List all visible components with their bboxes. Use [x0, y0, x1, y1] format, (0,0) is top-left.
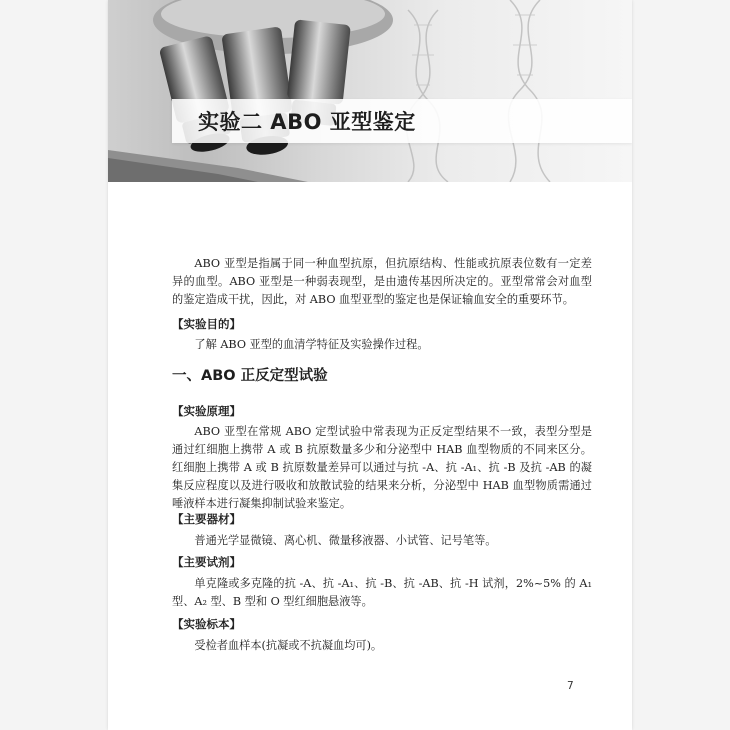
equipment-block [172, 532, 592, 550]
principle-label: 【实验原理】 [172, 404, 241, 418]
reagents-label: 【主要试剂】 [172, 555, 241, 569]
microscope-dna-illustration [108, 0, 632, 182]
equipment-label: 【主要器材】 [172, 512, 241, 526]
specimen-label: 【实验标本】 [172, 617, 241, 631]
principle-text: ABO 亚型在常规 ABO 定型试验中常表现为正反定型结果不一致，表型分型是通过红细胞上携带 A 或 B 抗原数量多少和分泌型中 HAB 血型物质的不同来区分。红细胞上携带 A 或 B 抗原数量差异可以通过与抗 -A、抗 -A₁、抗 -B 及抗 -AB 的凝集反应程度以及进行吸收和放散试验的结果来分析，分泌型中 HAB 血型物质需通过唾液样本进行凝集抑制试验来鉴定。 [172, 425, 592, 510]
chapter-title: 实验二 ABO 亚型鉴定 [198, 110, 416, 134]
objective-block [172, 336, 592, 354]
objective-text: 了解 ABO 亚型的血清学特征及实验操作过程。 [194, 338, 429, 351]
page-number: 7 [567, 680, 574, 692]
objective-label: 【实验目的】 [172, 317, 241, 331]
chapter-banner [108, 0, 632, 182]
reagents-text: 单克隆或多克隆的抗 -A、抗 -A₁、抗 -B、抗 -AB、抗 -H 试剂，2%~5% 的 A₁ 型、A₂ 型、B 型和 O 型红细胞悬液等。 [172, 577, 592, 608]
intro-paragraph: ABO 亚型是指属于同一种血型抗原，但抗原结构、性能或抗原表位数有一定差异的血型。ABO 亚型是一种弱表现型，是由遗传基因所决定的。亚型常常会对血型的鉴定造成干扰，因此，对 ABO 血型亚型的鉴定也是保证输血安全的重要环节。 [172, 257, 592, 306]
specimen-block [172, 637, 592, 655]
intro-block [172, 255, 592, 309]
chapter-title-band [172, 99, 632, 143]
reagents-block [172, 575, 592, 611]
book-page [108, 0, 632, 730]
section-heading: 一、ABO 正反定型试验 [172, 368, 328, 384]
principle-block [172, 423, 592, 513]
equipment-text: 普通光学显微镜、离心机、微量移液器、小试管、记号笔等。 [194, 534, 497, 547]
specimen-text: 受检者血样本(抗凝或不抗凝血均可)。 [194, 639, 383, 652]
